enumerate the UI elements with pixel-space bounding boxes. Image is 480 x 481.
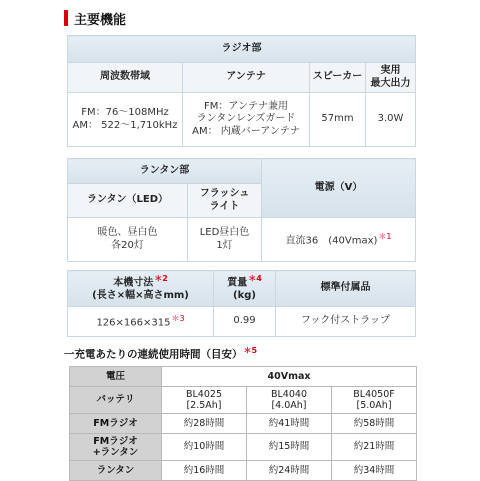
- mass-header-line2: (kg): [233, 290, 256, 302]
- usage-cell: 約21時間: [332, 434, 417, 461]
- antenna-header: アンテナ: [183, 63, 310, 93]
- usage-cell: 約34時間: [332, 461, 417, 481]
- led-value-line2: 各20灯: [111, 239, 144, 251]
- power-value: [262, 218, 416, 262]
- freq-am: AM： 522～1,710kHz: [72, 119, 178, 131]
- row-label-lantern: ランタン: [70, 461, 162, 481]
- usage-title: [64, 345, 257, 362]
- antenna-line2: ランタンレンズガード: [196, 113, 296, 125]
- row-label-fm-radio-lantern: [70, 434, 162, 461]
- output-header: [366, 63, 416, 93]
- speaker-value: 57mm: [310, 93, 366, 147]
- accessory-value: フック付ストラップ: [276, 307, 416, 337]
- dimensions-spec-table: [67, 270, 416, 337]
- power-header: 電源（V）: [262, 159, 416, 218]
- battery-capacity: [5.0Ah]: [356, 400, 392, 411]
- usage-cell: 約10時間: [162, 434, 247, 461]
- size-value-text: 126×166×315: [96, 316, 171, 328]
- voltage-value: 40Vmax: [162, 367, 417, 387]
- voltage-label: 電圧: [70, 367, 162, 387]
- usage-time-table: [69, 366, 417, 481]
- usage-title-text: 一充電あたりの連続使用時間（目安）: [64, 348, 243, 361]
- freq-fm: FM：76～108MHz: [81, 107, 169, 118]
- size-value: [68, 307, 214, 337]
- output-header-line1: 実用: [380, 65, 401, 76]
- battery-bl4025: [162, 387, 247, 414]
- battery-bl4050f: [332, 387, 417, 414]
- speaker-header: スピーカー: [310, 63, 366, 93]
- flashlight-header-line1: フラッシュ: [199, 188, 250, 199]
- battery-model: BL4040: [271, 388, 307, 400]
- output-header-line2: 最大出力: [370, 77, 411, 89]
- section-title: 主要機能: [74, 12, 127, 28]
- size-header: [68, 271, 214, 307]
- flashlight-value-line2: 1灯: [216, 239, 233, 251]
- section-heading: [64, 8, 126, 28]
- battery-capacity: [4.0Ah]: [271, 400, 307, 411]
- mass-header: [214, 271, 276, 307]
- antenna-line1: FM：アンテナ兼用: [204, 100, 288, 112]
- usage-cell: 約58時間: [332, 414, 417, 434]
- battery-capacity: [2.5Ah]: [186, 400, 222, 411]
- usage-footnote-mark: ＊5: [243, 346, 258, 355]
- flashlight-header-line2: ライト: [209, 200, 240, 212]
- led-value: [68, 218, 188, 262]
- title-accent-bar: [64, 10, 68, 26]
- radio-spec-table: [67, 35, 416, 147]
- size-value-footnote-mark: ＊3: [171, 313, 185, 323]
- mass-value: 0.99: [214, 307, 276, 337]
- lantern-spec-table: [67, 158, 416, 262]
- battery-model: BL4050F: [353, 388, 395, 400]
- accessory-header: 標準付属品: [276, 271, 416, 307]
- usage-cell: 約16時間: [162, 461, 247, 481]
- usage-cell: 約28時間: [162, 414, 247, 434]
- power-footnote-mark: ＊1: [378, 231, 392, 241]
- battery-label: バッテリ: [70, 387, 162, 414]
- usage-cell: 約41時間: [247, 414, 332, 434]
- power-value-text: 直流36 (40Vmax): [285, 234, 378, 246]
- size-footnote-mark: ＊2: [154, 274, 168, 284]
- antenna-line3: AM： 内蔵バーアンテナ: [192, 125, 300, 137]
- led-header: ランタン（LED）: [68, 184, 188, 218]
- led-value-line1: 暖色、昼白色: [97, 227, 158, 238]
- lantern-header: ランタン部: [68, 159, 262, 184]
- output-value: 3.0W: [366, 93, 416, 147]
- row-label-fm-radio: FMラジオ: [70, 414, 162, 434]
- radio-header: ラジオ部: [68, 36, 416, 63]
- usage-cell: 約15時間: [247, 434, 332, 461]
- freq-band-value: [68, 93, 183, 147]
- mass-header-line1: 質量: [227, 277, 248, 289]
- antenna-value: [183, 93, 310, 147]
- flashlight-value: [188, 218, 262, 262]
- row-label-line1: FMラジオ: [93, 435, 138, 447]
- battery-model: BL4025: [186, 388, 222, 400]
- flashlight-header: [188, 184, 262, 218]
- size-header-line1: 本機寸法: [113, 277, 154, 289]
- mass-footnote-mark: ＊4: [248, 274, 262, 284]
- freq-band-header: 周波数帯域: [68, 63, 183, 93]
- row-label-line2: +ランタン: [92, 447, 139, 458]
- flashlight-value-line1: LED昼白色: [199, 227, 250, 238]
- usage-cell: 約24時間: [247, 461, 332, 481]
- size-header-line2: (長さ×幅×高さmm): [92, 290, 189, 302]
- battery-bl4040: [247, 387, 332, 414]
